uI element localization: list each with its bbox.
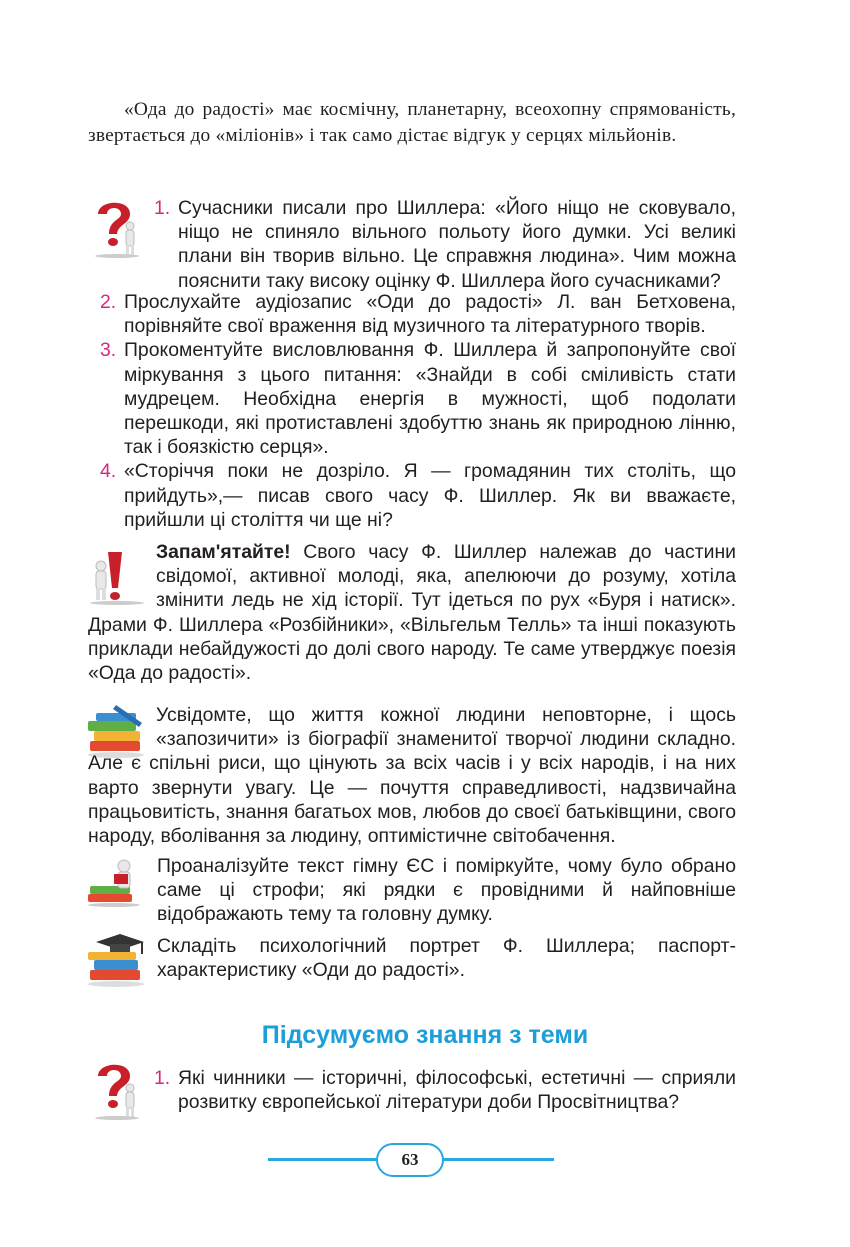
- question-number: 4.: [100, 460, 117, 483]
- question-item-4: [100, 459, 736, 532]
- question-text: Прослухайте аудіозапис «Оди до радості» Л. ван Бетховена, порівняйте свої враження від музичного та літературного творів.: [124, 291, 736, 338]
- graduation-cap-books-icon: [86, 932, 148, 988]
- icon-spacer: [88, 540, 156, 610]
- question-number: 3.: [100, 339, 117, 362]
- question-mark-figure-icon: [92, 196, 142, 258]
- remember-text: Свого часу Ф. Шиллер належав до частини свідомої, активної молоді, яка, апелюючи до розуму, хотіла змінити ледь не хід історії. Тут ідеться по рух «Буря і натиск». Драми Ф. Шиллера «Розбійники», «Вільгельм Телль» та інші показують приклади небайдужості до долі свого народу. Те саме утверджує поезія «Ода до радості».: [88, 541, 736, 685]
- question-text: Сучасники писали про Шиллера: «Його ніщо не сковувало, ніщо не спиняло вільного польоту його думки. Усі великі плани він творив вільно. Це справжня людина». Чим можна пояснити таку високу оцінку Ф. Шиллера його сучасниками?: [178, 197, 736, 292]
- question-list: [154, 196, 736, 293]
- question-number: 2.: [100, 291, 117, 313]
- question-mark-figure-icon: [92, 1058, 142, 1120]
- realize-paragraph: [88, 703, 736, 848]
- reading-figure-icon: [86, 858, 148, 908]
- question-number: 1.: [154, 197, 171, 219]
- remember-label: Запам'ятайте!: [156, 541, 291, 563]
- realize-text: Усвідомте, що життя кожної людини неповторне, і щось «запозичити» із біографії знаменитої творчої людини складно. Але є спільні риси, що цінують за всіх часів і у всіх народів, і на них варто звернути увагу. Це — почуття справедливості, надзвичайна працьовитість, знання багатьох мов, любов до своєї батьківщини, свого народу, вболівання за людину, оптимістичне світобачення.: [88, 704, 736, 848]
- question-text: «Сторіччя поки не дозріло. Я — громадянин тих століть, що прийдуть»,— писав свого часу Ф. Шиллер. Як ви вважаєте, прийшли ці століття чи ще ні?: [124, 460, 736, 531]
- footer-line-right: [442, 1158, 554, 1161]
- icon-spacer: [88, 703, 156, 751]
- footer-line-left: [268, 1158, 378, 1161]
- analyze-paragraph: Проаналізуйте текст гімну ЄС і поміркуйте, чому було обрано саме ці строфи; які рядки є провідними й найповніше відображають тему та головну думку.: [157, 855, 736, 926]
- summary-question-item-1: [154, 1066, 736, 1114]
- question-item-3: [100, 338, 736, 459]
- compose-paragraph: Складіть психологічний портрет Ф. Шиллера; паспорт-характеристику «Оди до радості».: [157, 935, 736, 982]
- question-number: 1.: [154, 1067, 171, 1089]
- question-text: Які чинники — історичні, філософські, естетичні — сприяли розвитку європейської літератури доби Просвітництва?: [178, 1067, 736, 1114]
- question-item-1: [154, 196, 736, 293]
- question-item-2: [100, 290, 736, 338]
- question-text: Прокоментуйте висловлювання Ф. Шиллера й запропонуйте свої міркування з цього питання: «Знайди в собі сміливість стати мудрецем. Необхідна енергія в мужності, щоб подолати перешкоди, які протиставлені здобуттю знань як природною лінню, так і боязкістю серця».: [124, 339, 736, 459]
- page-number: 63: [376, 1143, 444, 1177]
- question-list-continued: [100, 290, 736, 532]
- summary-question-list: [154, 1066, 736, 1114]
- remember-paragraph: [88, 540, 736, 685]
- intro-paragraph: «Ода до радості» має космічну, планетарну, всеохопну спрямованість, звертається до «міліонів» і так само дістає відгук у серцях мільйонів.: [88, 99, 736, 146]
- section-title: Підсумуємо знання з теми: [261, 1021, 589, 1049]
